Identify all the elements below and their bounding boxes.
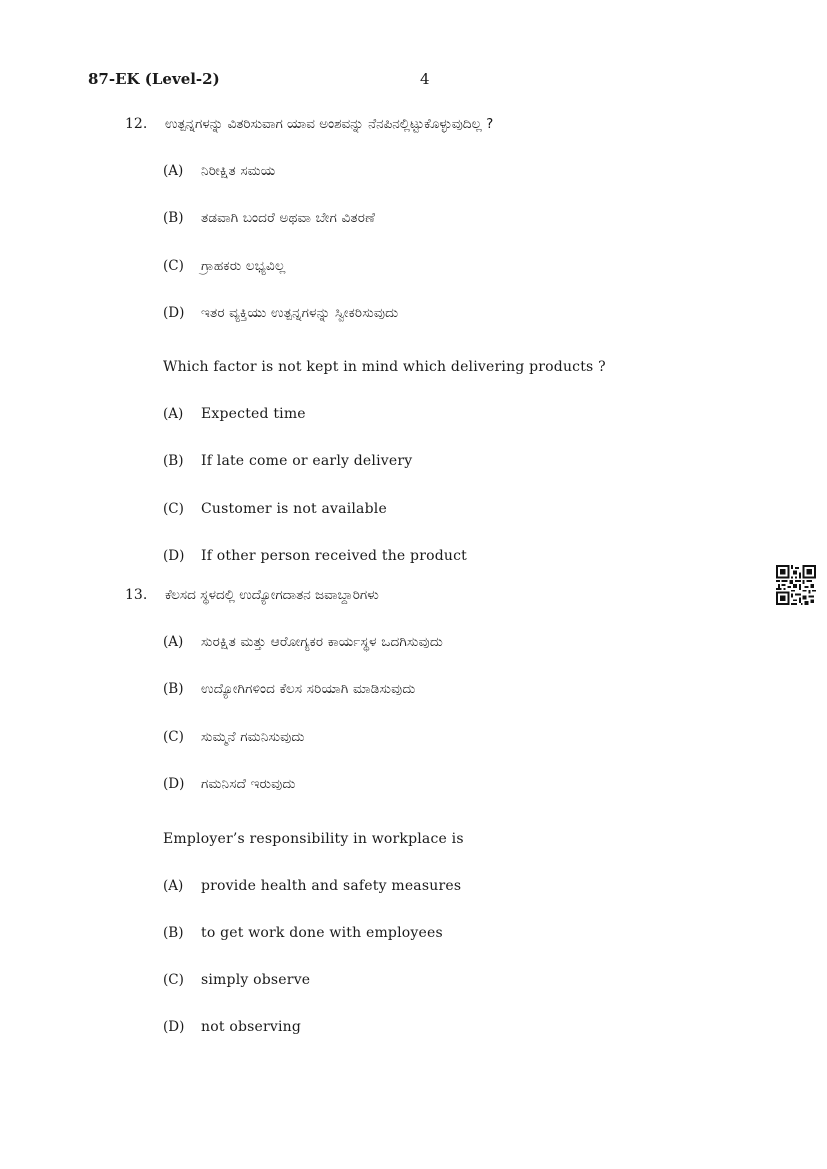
question-number: 13. — [125, 587, 148, 603]
option-label: (A) — [163, 634, 184, 650]
option-text-english: to get work done with employees — [201, 925, 443, 941]
question-text-kannada: ಕೆಲಸದ ಸ್ಥಳದಲ್ಲಿ ಉದ್ಯೋಗದಾತನ ಜವಾಬ್ದಾರಿಗಳು — [165, 587, 379, 603]
qr-code-icon — [775, 565, 817, 605]
option-label: (C) — [163, 258, 184, 274]
option-label: (B) — [163, 453, 184, 469]
option-label: (A) — [163, 878, 184, 894]
option-label: (D) — [163, 548, 185, 564]
option-label: (C) — [163, 972, 184, 988]
paper-code: 87-EK (Level-2) — [88, 70, 220, 88]
option-text-english: Customer is not available — [201, 501, 387, 517]
option-text-english: simply observe — [201, 972, 311, 988]
option-text-kannada: ಸುಮ್ಮನೆ ಗಮನಿಸುವುದು — [201, 729, 305, 745]
option-label: (D) — [163, 1019, 185, 1035]
question-number: 12. — [125, 116, 148, 132]
option-label: (C) — [163, 729, 184, 745]
option-text-english: not observing — [201, 1019, 302, 1035]
option-text-kannada: ಇತರ ವ್ಯಕ್ತಿಯು ಉತ್ಪನ್ನಗಳನ್ನು ಸ್ವೀಕರಿಸುವುದು — [201, 305, 399, 321]
option-label: (B) — [163, 681, 184, 697]
option-text-kannada: ಗ್ರಾಹಕರು ಲಭ್ಯವಿಲ್ಲ — [201, 258, 286, 274]
option-text-english: If late come or early delivery — [201, 453, 413, 469]
option-label: (A) — [163, 163, 184, 179]
question-text-kannada: ಉತ್ಪನ್ನಗಳನ್ನು ವಿತರಿಸುವಾಗ ಯಾವ ಅಂಶವನ್ನು ನೆನಪಿನಲ್ಲಿಟ್ಟುಕೊಳ್ಳುವುದಿಲ್ಲ ? — [165, 116, 494, 132]
option-label: (B) — [163, 925, 184, 941]
option-text-english: If other person received the product — [201, 548, 467, 564]
question-text-english: Which factor is not kept in mind which delivering products ? — [163, 359, 606, 375]
option-text-kannada: ನಿರೀಕ್ಷಿತ ಸಮಯ — [201, 163, 276, 179]
option-label: (B) — [163, 210, 184, 226]
option-label: (D) — [163, 776, 185, 792]
option-label: (A) — [163, 406, 184, 422]
option-text-english: provide health and safety measures — [201, 878, 462, 894]
option-text-kannada: ತಡವಾಗಿ ಬಂದರೆ ಅಥವಾ ಬೇಗ ವಿತರಣೆ — [201, 210, 376, 226]
option-text-kannada: ಉದ್ಯೋಗಿಗಳಿಂದ ಕೆಲಸ ಸರಿಯಾಗಿ ಮಾಡಿಸುವುದು — [201, 681, 416, 697]
page-number: 4 — [420, 70, 430, 88]
option-text-english: Expected time — [201, 406, 306, 422]
option-text-kannada: ಗಮನಿಸದೆ ಇರುವುದು — [201, 776, 296, 792]
option-text-kannada: ಸುರಕ್ಷಿತ ಮತ್ತು ಆರೋಗ್ಯಕರ ಕಾರ್ಯಸ್ಥಳ ಒದಗಿಸುವುದು — [201, 634, 444, 650]
option-label: (C) — [163, 501, 184, 517]
option-label: (D) — [163, 305, 185, 321]
question-text-english: Employer’s responsibility in workplace is — [163, 831, 464, 847]
